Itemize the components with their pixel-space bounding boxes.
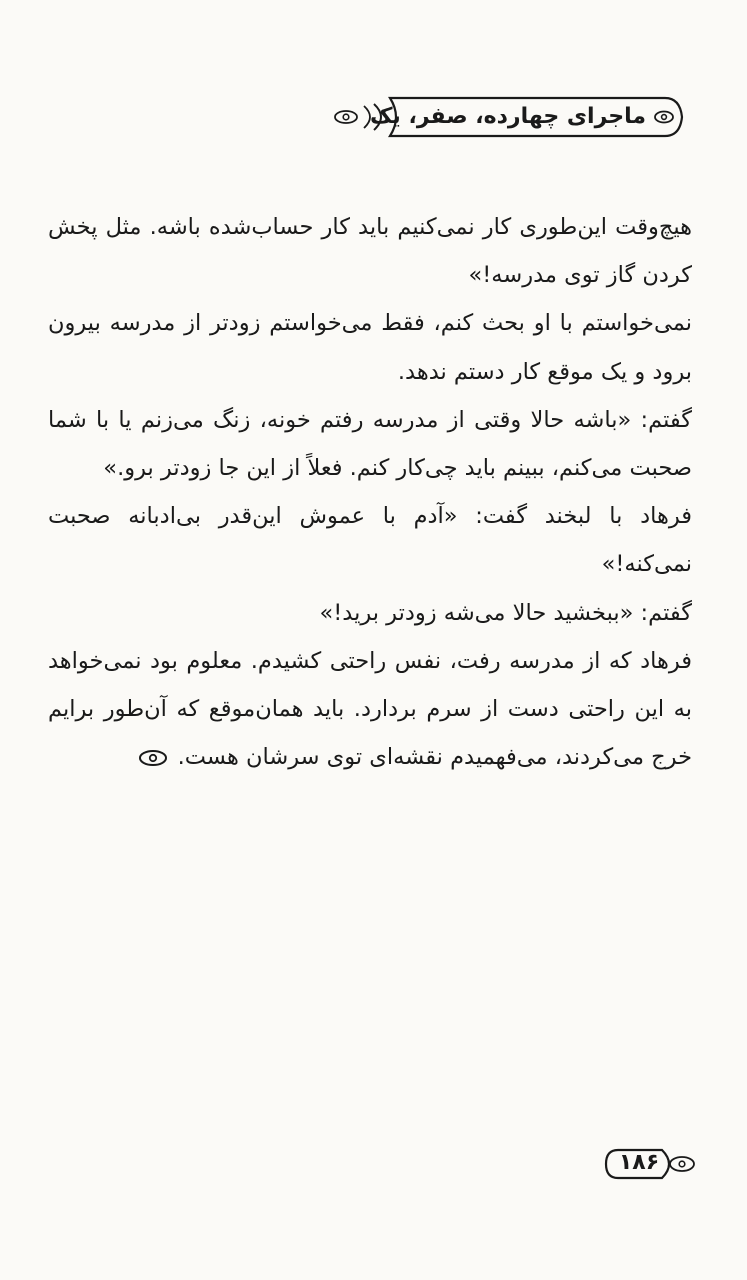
eye-ornament-icon	[138, 749, 168, 767]
header-title: ماجرای چهارده، صفر، یک	[370, 104, 646, 129]
paragraph-6-wrap	[48, 637, 692, 782]
paragraph-2: نمی‌خواستم با او بحث کنم، فقط می‌خواستم زودتر از مدرسه بیرون برود و یک موقع کار دستم ندهد.	[48, 310, 692, 385]
page-number-text: ۱۸۶	[618, 1150, 660, 1175]
running-header	[330, 92, 690, 142]
paragraph-5: گفتم: «ببخشید حالا می‌شه زودتر برید!»	[319, 599, 692, 626]
paragraph-1: هیچ‌وقت این‌طوری کار نمی‌کنیم باید کار حساب‌شده باشه. مثل پخش کردن گاز توی مدرسه!»	[48, 214, 692, 289]
body-text	[48, 203, 692, 781]
paragraph-4: فرهاد با لبخند گفت: «آدم با عموش این‌قدر بی‌ادبانه صحبت نمی‌کنه!»	[48, 503, 692, 578]
paragraph-6: فرهاد که از مدرسه رفت، نفس راحتی کشیدم. معلوم بود نمی‌خواهد به این راحتی دست از سرم بردارد. باید همان‌موقع که آن‌طور برایم خرج می‌کردند، می‌فهمیدم نقشه‌ای توی سرشان هست.	[48, 647, 692, 771]
page-number	[604, 1146, 700, 1182]
paragraph-3: گفتم: «باشه حالا وقتی از مدرسه رفتم خونه، زنگ می‌زنم یا با شما صحبت می‌کنم، ببینم باید چی‌کار کنم. فعلاً از این جا زودتر برو.»	[48, 406, 692, 482]
